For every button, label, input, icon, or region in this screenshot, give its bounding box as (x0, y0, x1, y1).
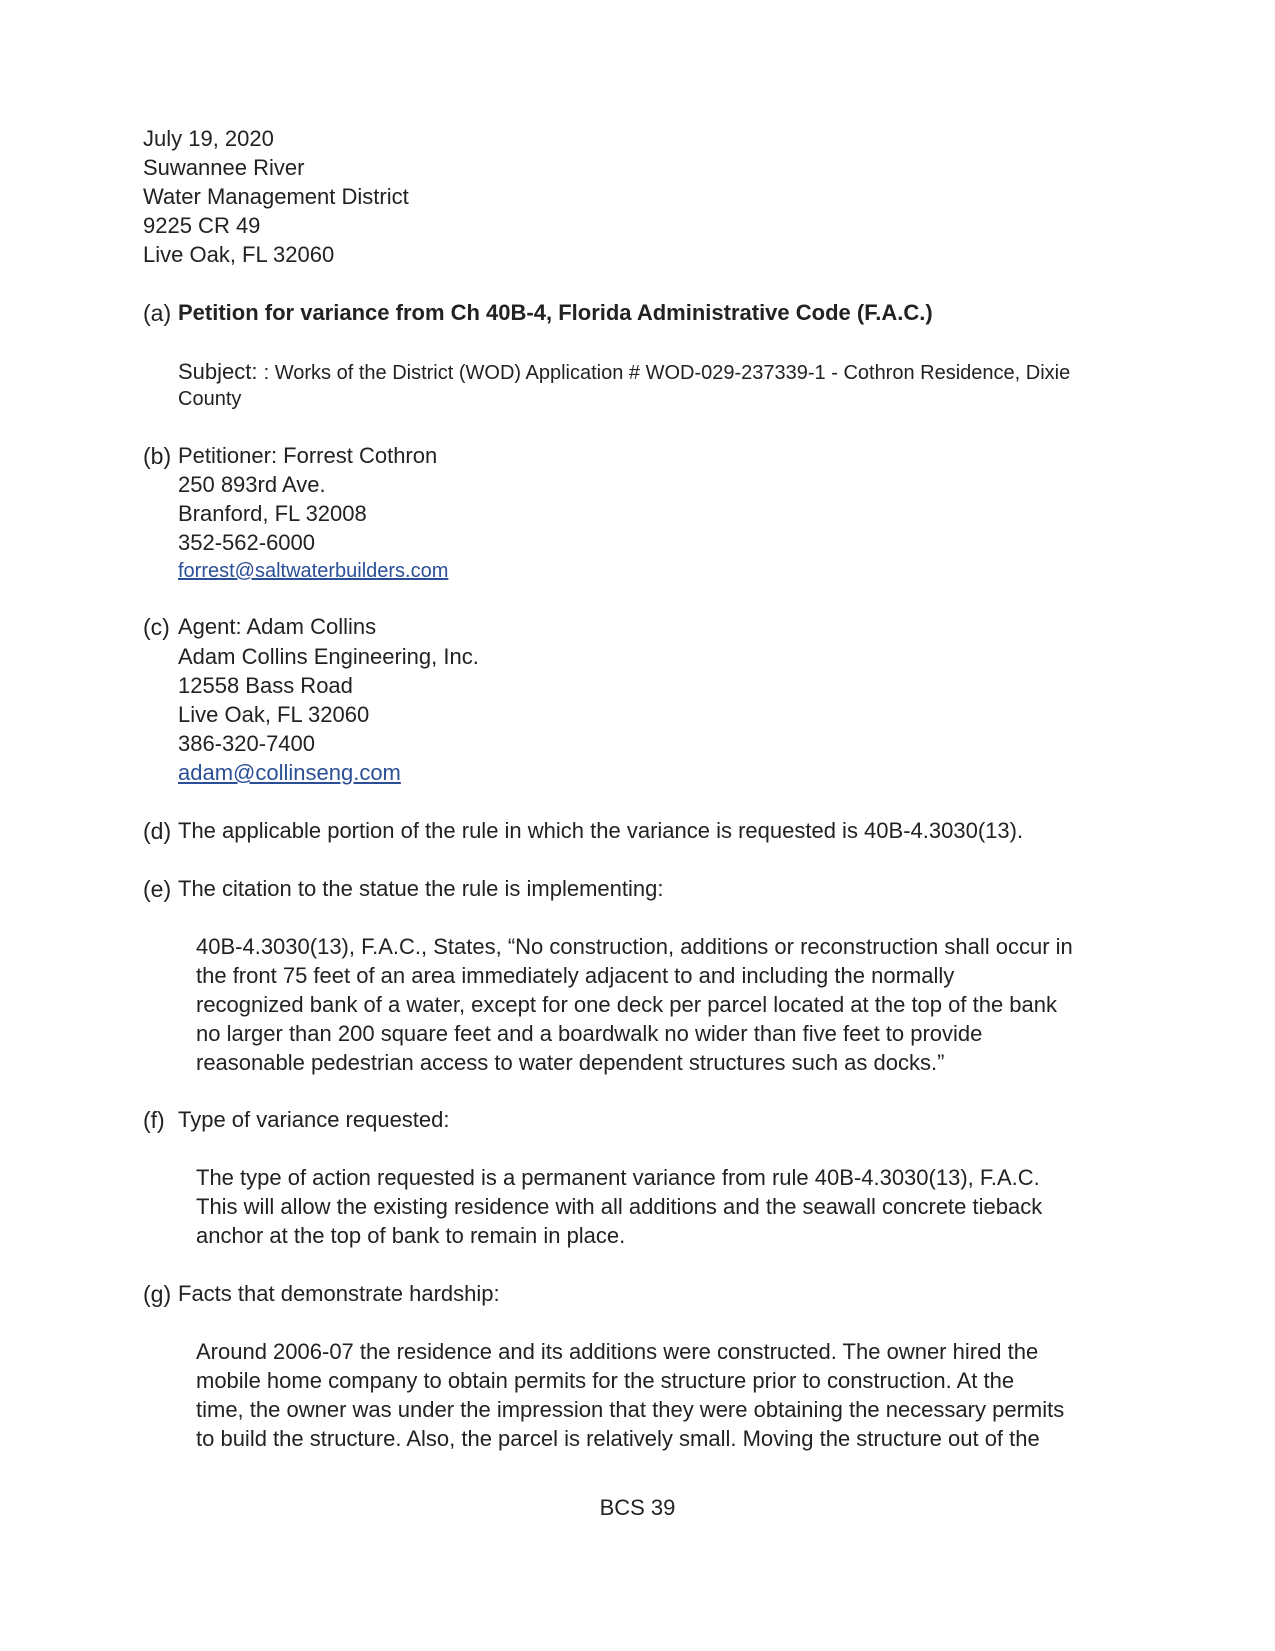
section-marker: (f) (143, 1107, 165, 1133)
section-marker: (e) (143, 876, 172, 902)
rule-portion-text: The applicable portion of the rule in which the variance is requested is 40B-4.3030(13). (178, 818, 1024, 843)
section-marker: (d) (143, 818, 172, 844)
rule-quote-line: no larger than 200 square feet and a boardwalk no wider than five feet to provide (196, 1021, 983, 1046)
page-footer-label: BCS 39 (599, 1495, 676, 1520)
rule-quote-line: reasonable pedestrian access to water dependent structures such as docks.” (196, 1050, 945, 1075)
statute-citation-heading: The citation to the statue the rule is implementing: (178, 876, 664, 901)
rule-quote-line: 40B-4.3030(13), F.A.C., States, “No construction, additions or reconstruction shall occur in (196, 934, 1073, 959)
subject-text: : Works of the District (WOD) Application # WOD-029-237339-1 - Cothron Residence, Dixie (263, 362, 1071, 384)
variance-type-heading: Type of variance requested: (178, 1107, 450, 1132)
petitioner-address: 250 893rd Ave. (178, 472, 326, 497)
address-line: Water Management District (143, 184, 409, 209)
letter-date: July 19, 2020 (143, 126, 274, 151)
petitioner-city: Branford, FL 32008 (178, 501, 367, 526)
agent-city: Live Oak, FL 32060 (178, 702, 370, 727)
agent-phone: 386-320-7400 (178, 731, 316, 756)
petitioner-email-link[interactable]: forrest@saltwaterbuilders.com (178, 560, 449, 582)
rule-quote-line: the front 75 feet of an area immediately adjacent to and including the normally (196, 963, 955, 988)
address-line: Suwannee River (143, 155, 305, 180)
hardship-line: time, the owner was under the impression that they were obtaining the necessary permits (196, 1397, 1065, 1422)
hardship-line: to build the structure. Also, the parcel is relatively small. Moving the structure out of the (196, 1426, 1040, 1451)
agent-company: Adam Collins Engineering, Inc. (178, 644, 479, 669)
address-line: 9225 CR 49 (143, 213, 261, 238)
hardship-heading: Facts that demonstrate hardship: (178, 1281, 500, 1306)
section-marker: (b) (143, 443, 172, 469)
hardship-line: Around 2006-07 the residence and its additions were constructed. The owner hired the (196, 1339, 1039, 1364)
variance-type-line: anchor at the top of bank to remain in place. (196, 1223, 626, 1248)
rule-quote-line: recognized bank of a water, except for one deck per parcel located at the top of the bank (196, 992, 1057, 1017)
subject-line (178, 357, 1070, 387)
agent-email-link[interactable]: adam@collinseng.com (178, 760, 401, 785)
variance-type-line: This will allow the existing residence with all additions and the seawall concrete tieback (196, 1194, 1043, 1219)
petition-title: Petition for variance from Ch 40B-4, Florida Administrative Code (F.A.C.) (178, 300, 933, 325)
subject-label: Subject: (178, 359, 258, 384)
subject-text-continued: County (178, 388, 242, 410)
variance-type-line: The type of action requested is a permanent variance from rule 40B-4.3030(13), F.A.C. (196, 1165, 1040, 1190)
section-marker: (g) (143, 1281, 172, 1307)
hardship-line: mobile home company to obtain permits for the structure prior to construction. At the (196, 1368, 1015, 1393)
agent-address: 12558 Bass Road (178, 673, 353, 698)
section-marker: (c) (143, 614, 170, 640)
address-line: Live Oak, FL 32060 (143, 242, 335, 267)
section-marker: (a) (143, 300, 172, 326)
petitioner-phone: 352-562-6000 (178, 530, 316, 555)
petitioner-name: Petitioner: Forrest Cothron (178, 443, 438, 468)
agent-name: Agent: Adam Collins (178, 614, 377, 639)
